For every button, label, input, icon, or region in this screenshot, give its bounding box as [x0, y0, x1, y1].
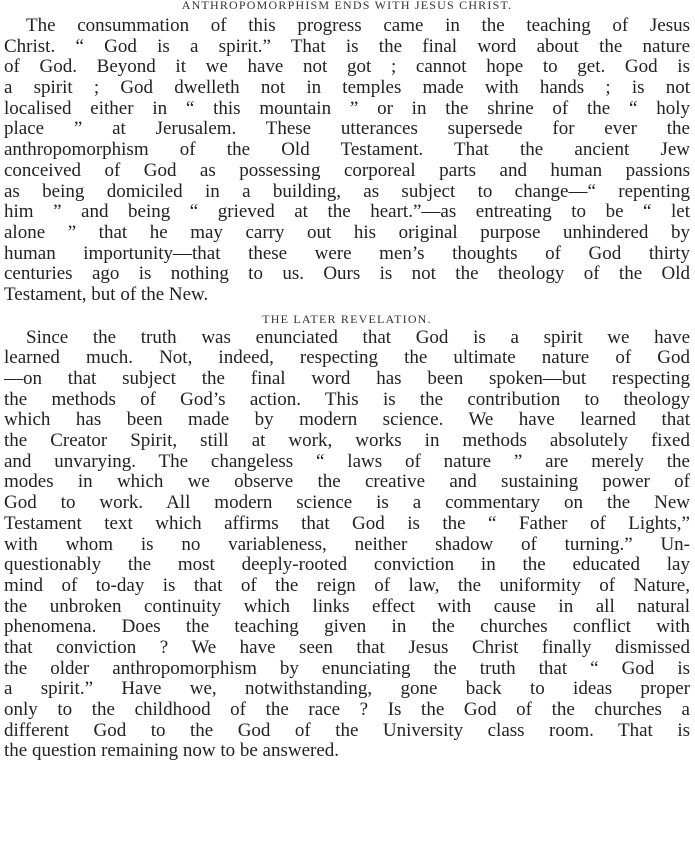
text-line: a spirit.” Have we, notwithstanding, gone back to ideas proper — [4, 679, 690, 700]
text-line: conceived of God as possessing corporeal parts and human passions — [4, 160, 690, 181]
text-line: only to the childhood of the race ? Is the God of the churches a — [4, 700, 690, 720]
text-line: that conviction ? We have seen that Jesus Christ finally dismissed — [4, 637, 690, 658]
text-line: as being domiciled in a building, as subject to change—“ repenting — [4, 181, 690, 202]
text-line: Testament text which affirms that God is the “ Father of Lights,” — [4, 513, 690, 534]
text-line: the older anthropomorphism by enunciating the truth that “ God is — [4, 658, 690, 679]
text-line: the Creator Spirit, still at work, works in methods absolutely fixed — [4, 431, 690, 452]
text-line: alone ” that he may carry out his original purpose unhindered by — [4, 222, 690, 243]
text-line: with whom is no variableness, neither shadow of turning.” Un- — [4, 534, 690, 555]
section-heading-anthropomorphism: ANTHROPOMORPHISM ENDS WITH JESUS CHRIST. — [181, 0, 513, 12]
text-line: and unvarying. The changeless “ laws of nature ” are merely the — [4, 451, 690, 472]
text-line: —on that subject the final word has been spoken—but respecting — [4, 369, 690, 389]
text-line: the question remaining now to be answered. — [4, 741, 340, 762]
text-line: learned much. Not, indeed, respecting the ultimate nature of God — [4, 348, 690, 369]
text-line: the methods of God’s action. This is the contribution to theology — [4, 389, 690, 410]
text-line: the unbroken continuity which links effect with cause in all natural — [4, 596, 690, 617]
text-line: localised either in “ this mountain ” or in the shrine of the “ holy — [4, 98, 690, 119]
text-line: Testament, but of the New. — [4, 284, 209, 305]
text-line: phenomena. Does the teaching given in the churches conflict with — [4, 617, 690, 638]
text-line: questionably the most deeply-rooted conviction in the educated lay — [4, 555, 690, 576]
text-line: God to work. All modern science is a commentary on the New — [4, 493, 690, 514]
text-line: anthropomorphism of the Old Testament. That the ancient Jew — [4, 140, 690, 161]
text-line: Since the truth was enunciated that God is a spirit we have — [26, 327, 690, 348]
text-line: Christ. “ God is a spirit.” That is the final word about the nature — [4, 36, 690, 57]
text-line: place ” at Jerusalem. These utterances supersede for ever the — [4, 119, 690, 140]
text-line: which has been made by modern science. We have learned that — [4, 410, 690, 431]
text-line: human importunity—that these were men’s thoughts of God thirty — [4, 243, 690, 264]
text-line: The consummation of this progress came in the teaching of Jesus — [26, 16, 690, 36]
paragraph-later-revelation — [4, 328, 690, 762]
article-page — [4, 0, 690, 762]
text-line: of God. Beyond it we have not got ; cannot hope to get. God is — [4, 57, 690, 78]
text-line: mind of to-day is that of the reign of law, the uniformity of Nature, — [4, 575, 690, 596]
section-heading-later-revelation: THE LATER REVELATION. — [262, 311, 432, 326]
text-line: different God to the God of the University class room. That is — [4, 720, 690, 741]
text-line: him ” and being “ grieved at the heart.”—as entreating to be “ let — [4, 202, 690, 223]
paragraph-anthropomorphism — [4, 16, 690, 306]
text-line: centuries ago is nothing to us. Ours is not the theology of the Old — [4, 264, 690, 285]
text-line: modes in which we observe the creative and sustaining power of — [4, 472, 690, 493]
text-line: a spirit ; God dwelleth not in temples made with hands ; is not — [4, 78, 690, 99]
